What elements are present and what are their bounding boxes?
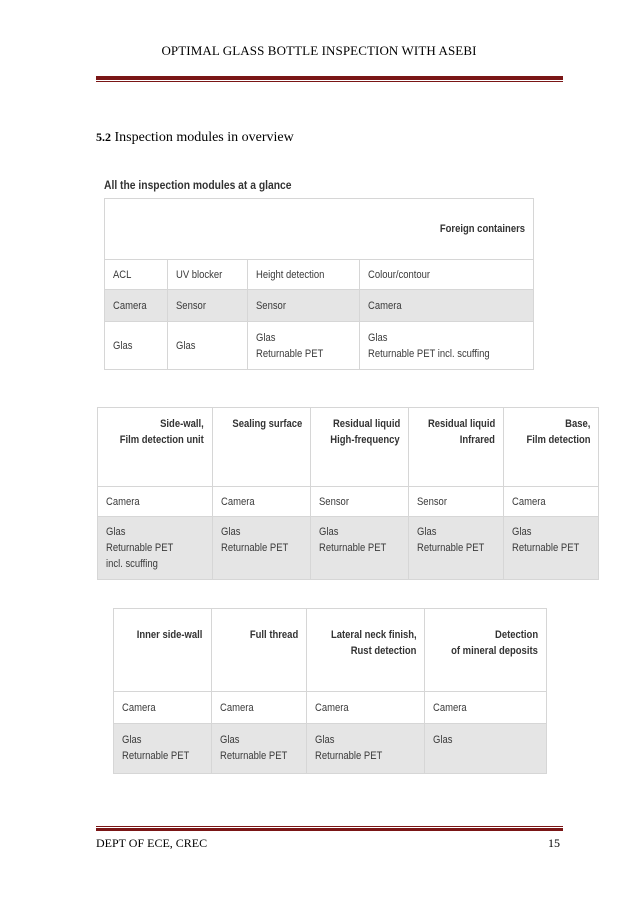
table-cell: Glas Returnable PET xyxy=(307,724,425,774)
table-cell: Camera xyxy=(212,487,310,517)
table-cell: Camera xyxy=(504,487,599,517)
table-cell: Glas Returnable PET incl. scuffing xyxy=(98,517,213,580)
table-cell: Glas Returnable PET xyxy=(212,517,310,580)
table-cell: Height detection xyxy=(247,260,360,290)
table-header-cell: Sealing surface xyxy=(212,408,310,487)
table-cell: UV blocker xyxy=(167,260,247,290)
table-row xyxy=(98,487,599,517)
table-cell: Glas xyxy=(105,322,168,370)
page-header-title: OPTIMAL GLASS BOTTLE INSPECTION WITH ASEBI xyxy=(161,43,477,58)
footer-rule-thick xyxy=(96,828,563,831)
table-row xyxy=(114,724,547,774)
header-label: Foreign containers xyxy=(439,223,525,235)
header-rule-thick xyxy=(96,76,563,80)
table-header-row xyxy=(114,609,547,692)
section-number: 5.2 xyxy=(96,130,111,144)
footer-department: DEPT OF ECE, CREC xyxy=(96,836,208,850)
figure-caption: All the inspection modules at a glance xyxy=(104,178,292,192)
modules-table-1 xyxy=(104,198,534,370)
table-cell: Glas Returnable PET xyxy=(247,322,360,370)
section-heading xyxy=(96,130,294,146)
table-header-cell: Residual liquid Infrared xyxy=(408,408,503,487)
table-header-row xyxy=(98,408,599,487)
table-cell: Camera xyxy=(211,692,306,724)
table-row xyxy=(105,290,534,322)
table-header-cell: Inner side-wall xyxy=(114,609,212,692)
table-cell: Sensor xyxy=(311,487,409,517)
table-cell: Camera xyxy=(105,290,168,322)
table-header-cell: Detection of mineral deposits xyxy=(425,609,547,692)
table-cell: Colour/contour xyxy=(360,260,534,290)
table-cell: Glas Returnable PET xyxy=(114,724,212,774)
table-cell: Glas Returnable PET xyxy=(211,724,306,774)
table-cell: Glas Returnable PET xyxy=(311,517,409,580)
footer-rule-thin xyxy=(96,826,563,827)
table-cell: Sensor xyxy=(408,487,503,517)
table-row xyxy=(98,517,599,580)
table-header-cell: Full thread xyxy=(211,609,306,692)
table-cell: Camera xyxy=(425,692,547,724)
modules-table-3 xyxy=(113,608,547,774)
table-header-cell: Base, Film detection xyxy=(504,408,599,487)
table-row xyxy=(105,322,534,370)
modules-table-2 xyxy=(97,407,599,580)
table-cell: Glas Returnable PET xyxy=(504,517,599,580)
table-header-row xyxy=(105,199,534,260)
table-cell: Glas xyxy=(425,724,547,774)
table-cell: Glas Returnable PET incl. scuffing xyxy=(360,322,534,370)
table-row xyxy=(105,260,534,290)
header-rule-thin xyxy=(96,81,563,82)
table-cell: Camera xyxy=(307,692,425,724)
table-cell: Glas Returnable PET xyxy=(408,517,503,580)
table-cell: ACL xyxy=(105,260,168,290)
section-title: Inspection modules in overview xyxy=(114,130,294,145)
table-header-cell xyxy=(105,199,534,260)
table-row xyxy=(114,692,547,724)
table-header-cell: Side-wall, Film detection unit xyxy=(98,408,213,487)
table-cell: Camera xyxy=(98,487,213,517)
table-header-cell: Lateral neck finish, Rust detection xyxy=(307,609,425,692)
page-number: 15 xyxy=(548,836,560,850)
table-cell: Camera xyxy=(114,692,212,724)
table-header-cell: Residual liquid High-frequency xyxy=(311,408,409,487)
table-cell: Sensor xyxy=(167,290,247,322)
table-cell: Glas xyxy=(167,322,247,370)
table-cell: Sensor xyxy=(247,290,360,322)
table-cell: Camera xyxy=(360,290,534,322)
